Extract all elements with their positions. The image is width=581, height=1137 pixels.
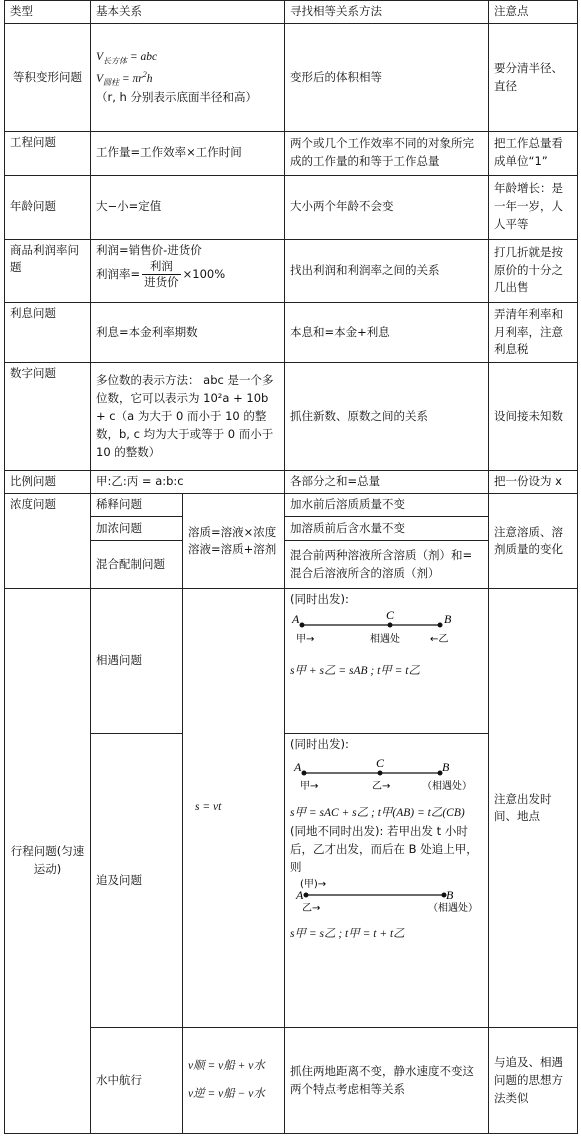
formula-cuboid: $V_{长方体}$ = abc [96, 50, 158, 66]
chase-point-c [378, 771, 383, 776]
note-ratio: 把一份设为 x [489, 471, 578, 494]
type-profit: 商品利润率问题 [5, 239, 91, 302]
chase-condition-1: (同时出发): [290, 736, 349, 751]
chase-diagram-1 [290, 753, 485, 799]
sub-thicken: 加浓问题 [91, 517, 183, 540]
method-dilution: 加水前后溶质质量不变 [285, 494, 489, 517]
meet-label-a: A [292, 612, 300, 627]
chase-label-a: A [294, 760, 302, 775]
chase-yi: 乙→ [372, 781, 391, 793]
conc-formula-1: 溶质=溶液×浓度 [188, 524, 277, 539]
method-boat: 抓住两地距离不变，静水速度不变这两个特点考虑相等关系 [285, 1028, 489, 1134]
chase-diagram-2 [290, 877, 485, 921]
meet-jia: 甲→ [296, 634, 315, 646]
meet-label-b: B [444, 612, 452, 627]
formula-cylinder: $V_{圆柱} = \pi r^2h$ [96, 69, 153, 87]
note-interest: 弄清年利率和月利率，注意利息税 [489, 302, 578, 363]
row-ratio [5, 471, 578, 494]
method-interest: 本息和=本金+利息 [285, 302, 489, 363]
row-age [5, 175, 578, 239]
note-volume: 要分清半径、直径 [489, 24, 578, 132]
conc-formula-2: 溶液=溶质+溶剂 [188, 542, 277, 557]
method-number: 抓住新数、原数之间的关系 [285, 363, 489, 471]
row-work [5, 131, 578, 175]
chase-jia: 甲→ [300, 781, 319, 793]
sub-boat: 水中航行 [91, 1028, 183, 1134]
relation-profit [91, 239, 285, 302]
relation-age: 大−小=定值 [91, 175, 285, 239]
row-travel-meet [5, 589, 578, 733]
type-interest: 利息问题 [5, 302, 91, 363]
relation-concentration [183, 494, 285, 589]
chase-condition-2: (同地不同时出发): 若甲出发 t 小时后，乙才出发，而后在 B 处追上甲，则 [290, 824, 478, 874]
meet-point-c [388, 623, 393, 628]
header-method: 寻找相等关系方法 [285, 1, 489, 24]
formula-travel: s = vt [183, 589, 285, 1028]
method-meet [285, 589, 489, 733]
summary-table [4, 0, 578, 1134]
relation-boat [183, 1028, 285, 1134]
boat-formula-2: v逆 = v船 − v水 [188, 1087, 265, 1100]
type-age: 年龄问题 [5, 175, 91, 239]
method-volume: 变形后的体积相等 [285, 24, 489, 132]
type-volume: 等积变形问题 [5, 24, 91, 132]
method-age: 大小两个年龄不会变 [285, 175, 489, 239]
relation-number: 多位数的表示方法： abc 是一个多位数，它可以表示为 10²a + 10b + c（a 为大于 0 而小于 10 的整数，b, c 均为大于或等于 0 而小于 10 的整数） [91, 363, 285, 471]
type-ratio: 比例问题 [5, 471, 91, 494]
chase2-label-b: B [446, 887, 454, 902]
type-work: 工程问题 [5, 131, 91, 175]
method-profit: 找出利润和利润率之间的关系 [285, 239, 489, 302]
sub-chase: 追及问题 [91, 733, 183, 1028]
chase-label-b: B [442, 760, 450, 775]
method-ratio: 各部分之和=总量 [285, 471, 489, 494]
row-travel-boat [5, 1028, 578, 1134]
relation-interest: 利息=本金利率期数 [91, 302, 285, 363]
chase2-point-a [304, 892, 309, 897]
chase2-place: （相遇处） [428, 902, 478, 914]
method-mixing: 混合前两种溶液所含溶质（剂）和=混合后溶液所含的溶质（剂） [285, 540, 489, 589]
relation-ratio: 甲:乙:丙 = a:b:c [91, 471, 285, 494]
meet-condition: (同时出发): [290, 592, 349, 607]
meet-yi: ←乙 [430, 634, 449, 646]
row-volume [5, 24, 578, 132]
chase2-label-a: A [296, 887, 304, 902]
volume-desc: （r, h 分别表示底面半径和高） [96, 90, 257, 105]
meet-diagram [290, 609, 480, 657]
header-relation: 基本关系 [91, 1, 285, 24]
profit-formula: 利润=销售价-进货价 [96, 242, 202, 257]
method-thicken: 加溶质前后含水量不变 [285, 517, 489, 540]
chase-equation-2: s甲 = s乙 ; t甲 = t + t乙 [290, 928, 405, 941]
meet-point-b [438, 623, 443, 628]
sub-meet: 相遇问题 [91, 589, 183, 733]
chase-place: （相遇处） [422, 781, 472, 793]
type-travel: 行程问题(匀速运动) [5, 589, 91, 1134]
meet-label-c: C [386, 609, 395, 623]
method-work: 两个或几个工作效率不同的对象所完成的工作量的和等于工作总量 [285, 131, 489, 175]
profit-rate-formula: 利润率= $\frac{\text{利润}}{\text{进货价}}$ ×100% [96, 259, 226, 290]
row-profit [5, 239, 578, 302]
note-profit: 打几折就是按原价的十分之几出售 [489, 239, 578, 302]
chase2-yi: 乙→ [302, 902, 321, 914]
note-number: 设间接未知数 [489, 363, 578, 471]
row-number [5, 363, 578, 471]
note-work: 把工作总量看成单位“1” [489, 131, 578, 175]
type-number: 数字问题 [5, 363, 91, 471]
meet-equation: s甲 + s乙 = sAB ; t甲 = t乙 [290, 665, 420, 678]
chase-label-c: C [376, 756, 385, 771]
chase-equation-1: s甲 = sAC + s乙 ; t甲(AB) = t乙(CB) [290, 807, 465, 820]
relation-volume [91, 24, 285, 132]
method-chase [285, 733, 489, 1028]
chase-point-a [302, 771, 307, 776]
note-boat: 与追及、相遇问题的思想方法类似 [489, 1028, 578, 1134]
row-interest [5, 302, 578, 363]
chase2-jia: (甲)→ [300, 878, 327, 890]
meet-place: 相遇处 [370, 634, 400, 646]
profit-rate-fraction: $\frac{\text{利润}}{\text{进货价}}$ [144, 259, 179, 290]
note-travel: 注意出发时间、地点 [489, 589, 578, 1028]
note-concentration: 注意溶质、溶剂质量的变化 [489, 494, 578, 589]
header-row [5, 1, 578, 24]
note-age: 年龄增长：是一年一岁，人人平等 [489, 175, 578, 239]
type-concentration: 浓度问题 [5, 494, 91, 589]
relation-work: 工作量=工作效率×工作时间 [91, 131, 285, 175]
header-type: 类型 [5, 1, 91, 24]
sub-mixing: 混合配制问题 [91, 540, 183, 589]
boat-formula-1: v顺 = v船 + v水 [188, 1060, 265, 1073]
meet-point-a [300, 623, 305, 628]
sub-dilution: 稀释问题 [91, 494, 183, 517]
row-concentration-1 [5, 494, 578, 517]
header-note: 注意点 [489, 1, 578, 24]
